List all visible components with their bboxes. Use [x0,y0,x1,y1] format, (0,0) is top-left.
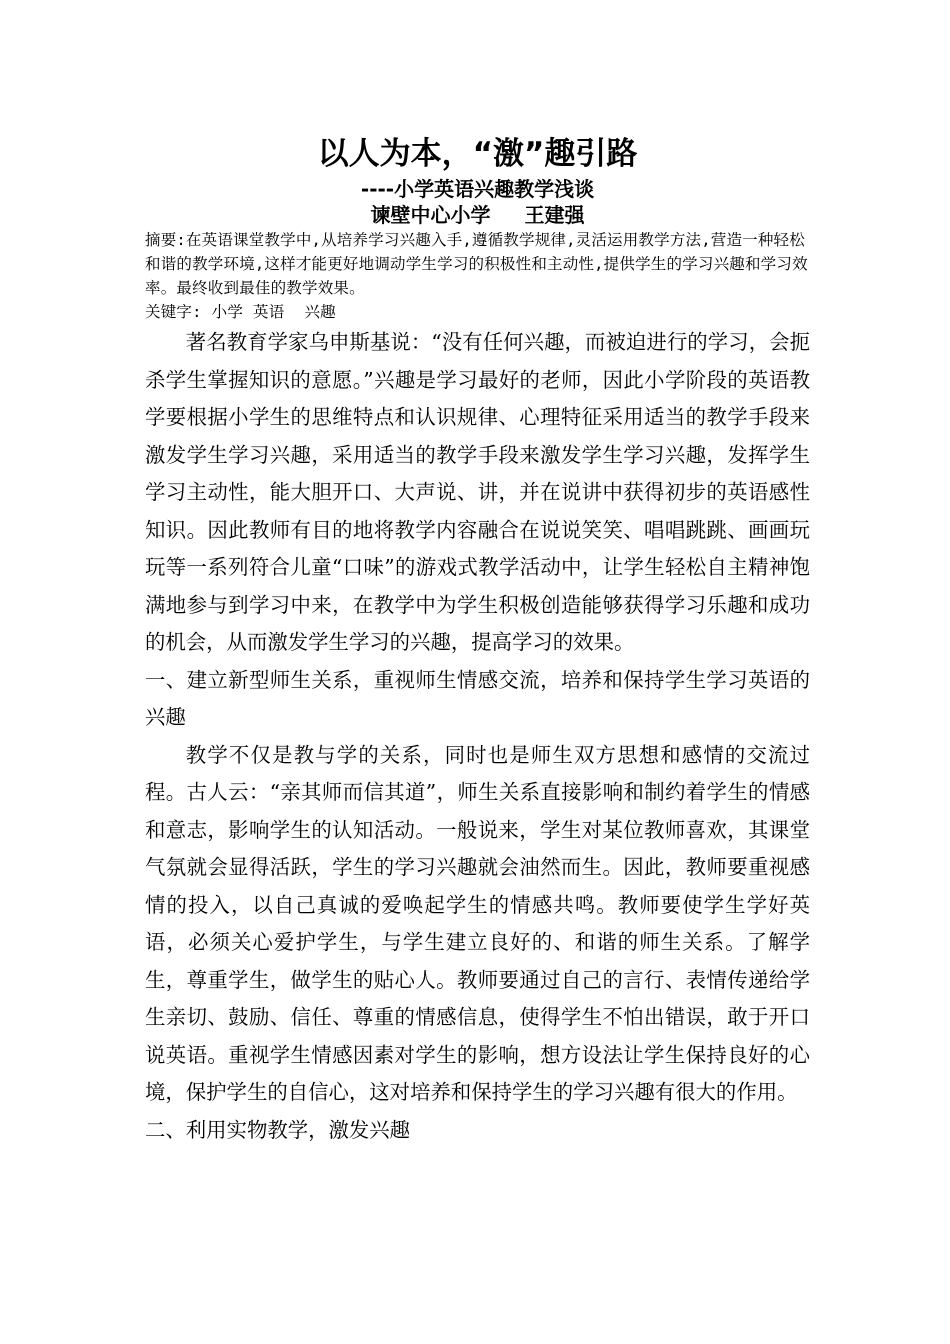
section-heading-1: 一、建立新型师生关系，重视师生情感交流，培养和保持学生学习英语的兴趣 [145,667,810,729]
paragraph-section-1: 教学不仅是教与学的关系，同时也是师生双方思想和感情的交流过程。古人云：“亲其师而信其道”，师生关系直接影响和制约着学生的情感和意志，影响学生的认知活动。一般说来，学生对某位教师喜欢，其课堂气氛就会显得活跃，学生的学习兴趣就会油然而生。因此，教师要重视感情的投入，以自己真诚的爱唤起学生的情感共鸣。教师要使学生学好英语，必须关心爱护学生，与学生建立良好的、和谐的师生关系。了解学生，尊重学生，做学生的贴心人。教师要通过自己的言行、表情传递给学生亲切、鼓励、信任、尊重的情感信息，使得学生不怕出错误，敢于开口说英语。重视学生情感因素对学生的影响，想方设法让学生保持良好的心境，保护学生的自信心，这对培养和保持学生的学习兴趣有很大的作用。 [145,742,810,1104]
keywords-line [145,300,810,324]
document-title: 以人为本，“激”趣引路 [317,136,638,172]
section-heading-2: 二、利用实物教学，激发兴趣 [145,1117,411,1142]
author-line [145,202,810,228]
keyword-2: 英语 [253,303,285,321]
abstract: 摘要:在英语课堂教学中,从培养学习兴趣入手,遵循教学规律,灵活运用教学方法,营造一种轻松和谐的教学环境,这样才能更好地调动学生学习的积极性和主动性,提供学生的学习兴趣和学习效率。最终收到最佳的教学效果。 [145,231,808,297]
keyword-1: 小学 [211,303,244,321]
keywords-label: 关键字: [145,303,202,321]
keyword-3: 兴趣 [304,303,336,321]
document-page [145,120,810,1149]
author-name: 王建强 [524,203,585,227]
document-subtitle: ----小学英语兴趣教学浅谈 [360,177,595,201]
school-name: 谏壁中心小学 [370,203,491,227]
paragraph-intro: 著名教育学家乌申斯基说：“没有任何兴趣，而被迫进行的学习，会扼杀学生掌握知识的意愿。”兴趣是学习最好的老师，因此小学阶段的英语教学要根据小学生的思维特点和认识规律、心理特征采用适当的教学手段来激发学生学习兴趣，采用适当的教学手段来激发学生学习兴趣，发挥学生学习主动性，能大胆开口、大声说、讲，并在说讲中获得初步的英语感性知识。因此教师有目的地将教学内容融合在说说笑笑、唱唱跳跳、画画玩玩等一系列符合儿童“口味”的游戏式教学活动中，让学生轻松自主精神饱满地参与到学习中来，在教学中为学生积极创造能够获得学习乐趣和成功的机会，从而激发学生学习的兴趣，提高学习的效果。 [145,330,810,654]
